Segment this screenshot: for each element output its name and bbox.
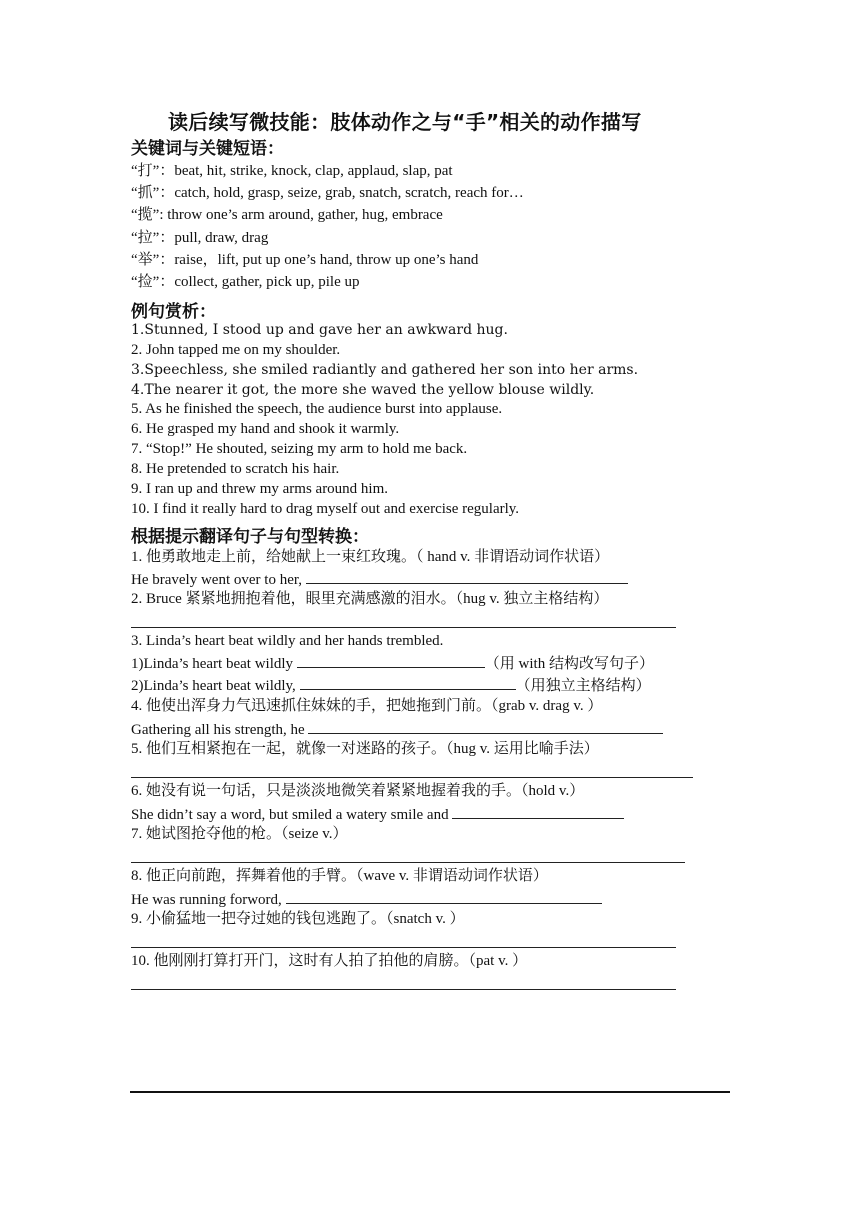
examples-heading: 例句赏析： <box>131 302 216 322</box>
answer-blank[interactable] <box>131 989 676 990</box>
example-sentence: 4.The nearer it got, the more she waved the yellow blouse wildly. <box>131 382 595 398</box>
answer-blank[interactable] <box>297 653 485 668</box>
answer-line-3a <box>131 653 654 673</box>
answer-blank[interactable] <box>131 777 693 778</box>
answer-prompt: He was running forword, <box>131 892 286 908</box>
keyword-line: “打”：beat, hit, strike, knock, clap, applaud, slap, pat <box>131 163 453 179</box>
answer-prompt: He bravely went over to her, <box>131 572 306 588</box>
question-9: 9. 小偷猛地一把夺过她的钱包逃跑了。（snatch v. ） <box>131 911 465 927</box>
question-5: 5. 他们互相紧抱在一起，就像一对迷路的孩子。（hug v. 运用比喻手法） <box>131 741 599 757</box>
question-7: 7. 她试图抢夺他的枪。（seize v.） <box>131 826 348 842</box>
answer-hint: （用独立主格结构） <box>515 678 651 694</box>
keyword-line: “拉”：pull, draw, drag <box>131 230 269 246</box>
example-sentence: 5. As he finished the speech, the audience burst into applause. <box>131 401 503 417</box>
footer-divider <box>130 1091 730 1093</box>
answer-line-3b <box>131 675 651 695</box>
keyword-line: “捡”：collect, gather, pick up, pile up <box>131 274 360 290</box>
answer-blank[interactable] <box>306 569 628 584</box>
example-sentence: 9. I ran up and threw my arms around him. <box>131 481 389 497</box>
question-8: 8. 他正向前跑，挥舞着他的手臂。（wave v. 非谓语动词作状语） <box>131 868 548 884</box>
question-4: 4. 他使出浑身力气迅速抓住妹妹的手，把她拖到门前。（grab v. drag v. ） <box>131 698 603 714</box>
example-sentence: 1.Stunned, I stood up and gave her an awkward hug. <box>131 322 508 338</box>
question-10: 10. 他刚刚打算打开门，这时有人拍了拍他的肩膀。（pat v. ） <box>131 953 528 969</box>
keyword-line: “举”：raise，lift, put up one’s hand, throw up one’s hand <box>131 252 479 268</box>
answer-blank[interactable] <box>131 947 676 948</box>
answer-prompt: 1)Linda’s heart beat wildly <box>131 656 297 672</box>
answer-blank[interactable] <box>308 719 663 734</box>
question-3: 3. Linda’s heart beat wildly and her hands trembled. <box>131 633 444 649</box>
answer-line-1 <box>131 569 628 589</box>
example-sentence: 8. He pretended to scratch his hair. <box>131 461 340 477</box>
answer-blank[interactable] <box>131 862 685 863</box>
question-1: 1. 他勇敢地走上前，给她献上一束红玫瑰。（ hand v. 非谓语动词作状语） <box>131 549 610 565</box>
example-sentence: 6. He grasped my hand and shook it warmly. <box>131 421 400 437</box>
answer-blank[interactable] <box>286 889 602 904</box>
answer-prompt: She didn’t say a word, but smiled a watery smile and <box>131 807 453 823</box>
page-title: 读后续写微技能：肢体动作之与“手”相关的动作描写 <box>168 110 642 134</box>
question-2: 2. Bruce 紧紧地拥抱着他，眼里充满感激的泪水。（hug v. 独立主格结构） <box>131 591 609 607</box>
answer-blank[interactable] <box>452 804 624 819</box>
example-sentence: 2. John tapped me on my shoulder. <box>131 342 341 358</box>
answer-line-4 <box>131 719 663 739</box>
keywords-heading: 关键词与关键短语： <box>131 139 284 159</box>
example-sentence: 10. I find it really hard to drag myself out and exercise regularly. <box>131 501 520 517</box>
example-sentence: 3.Speechless, she smiled radiantly and gathered her son into her arms. <box>131 362 639 378</box>
answer-hint: （用 with 结构改写句子） <box>484 656 654 672</box>
answer-prompt: Gathering all his strength, he <box>131 722 309 738</box>
answer-line-6 <box>131 804 624 824</box>
translate-heading: 根据提示翻译句子与句型转换： <box>131 527 369 547</box>
keyword-line: “抓”：catch, hold, grasp, seize, grab, snatch, scratch, reach for… <box>131 185 524 201</box>
answer-prompt: 2)Linda’s heart beat wildly, <box>131 678 300 694</box>
question-6: 6. 她没有说一句话，只是淡淡地微笑着紧紧地握着我的手。（hold v.） <box>131 783 585 799</box>
keyword-line: “揽”: throw one’s arm around, gather, hug, embrace <box>131 207 443 223</box>
example-sentence: 7. “Stop!” He shouted, seizing my arm to hold me back. <box>131 441 468 457</box>
answer-blank[interactable] <box>131 627 676 628</box>
answer-blank[interactable] <box>300 675 516 690</box>
answer-line-8 <box>131 889 602 909</box>
